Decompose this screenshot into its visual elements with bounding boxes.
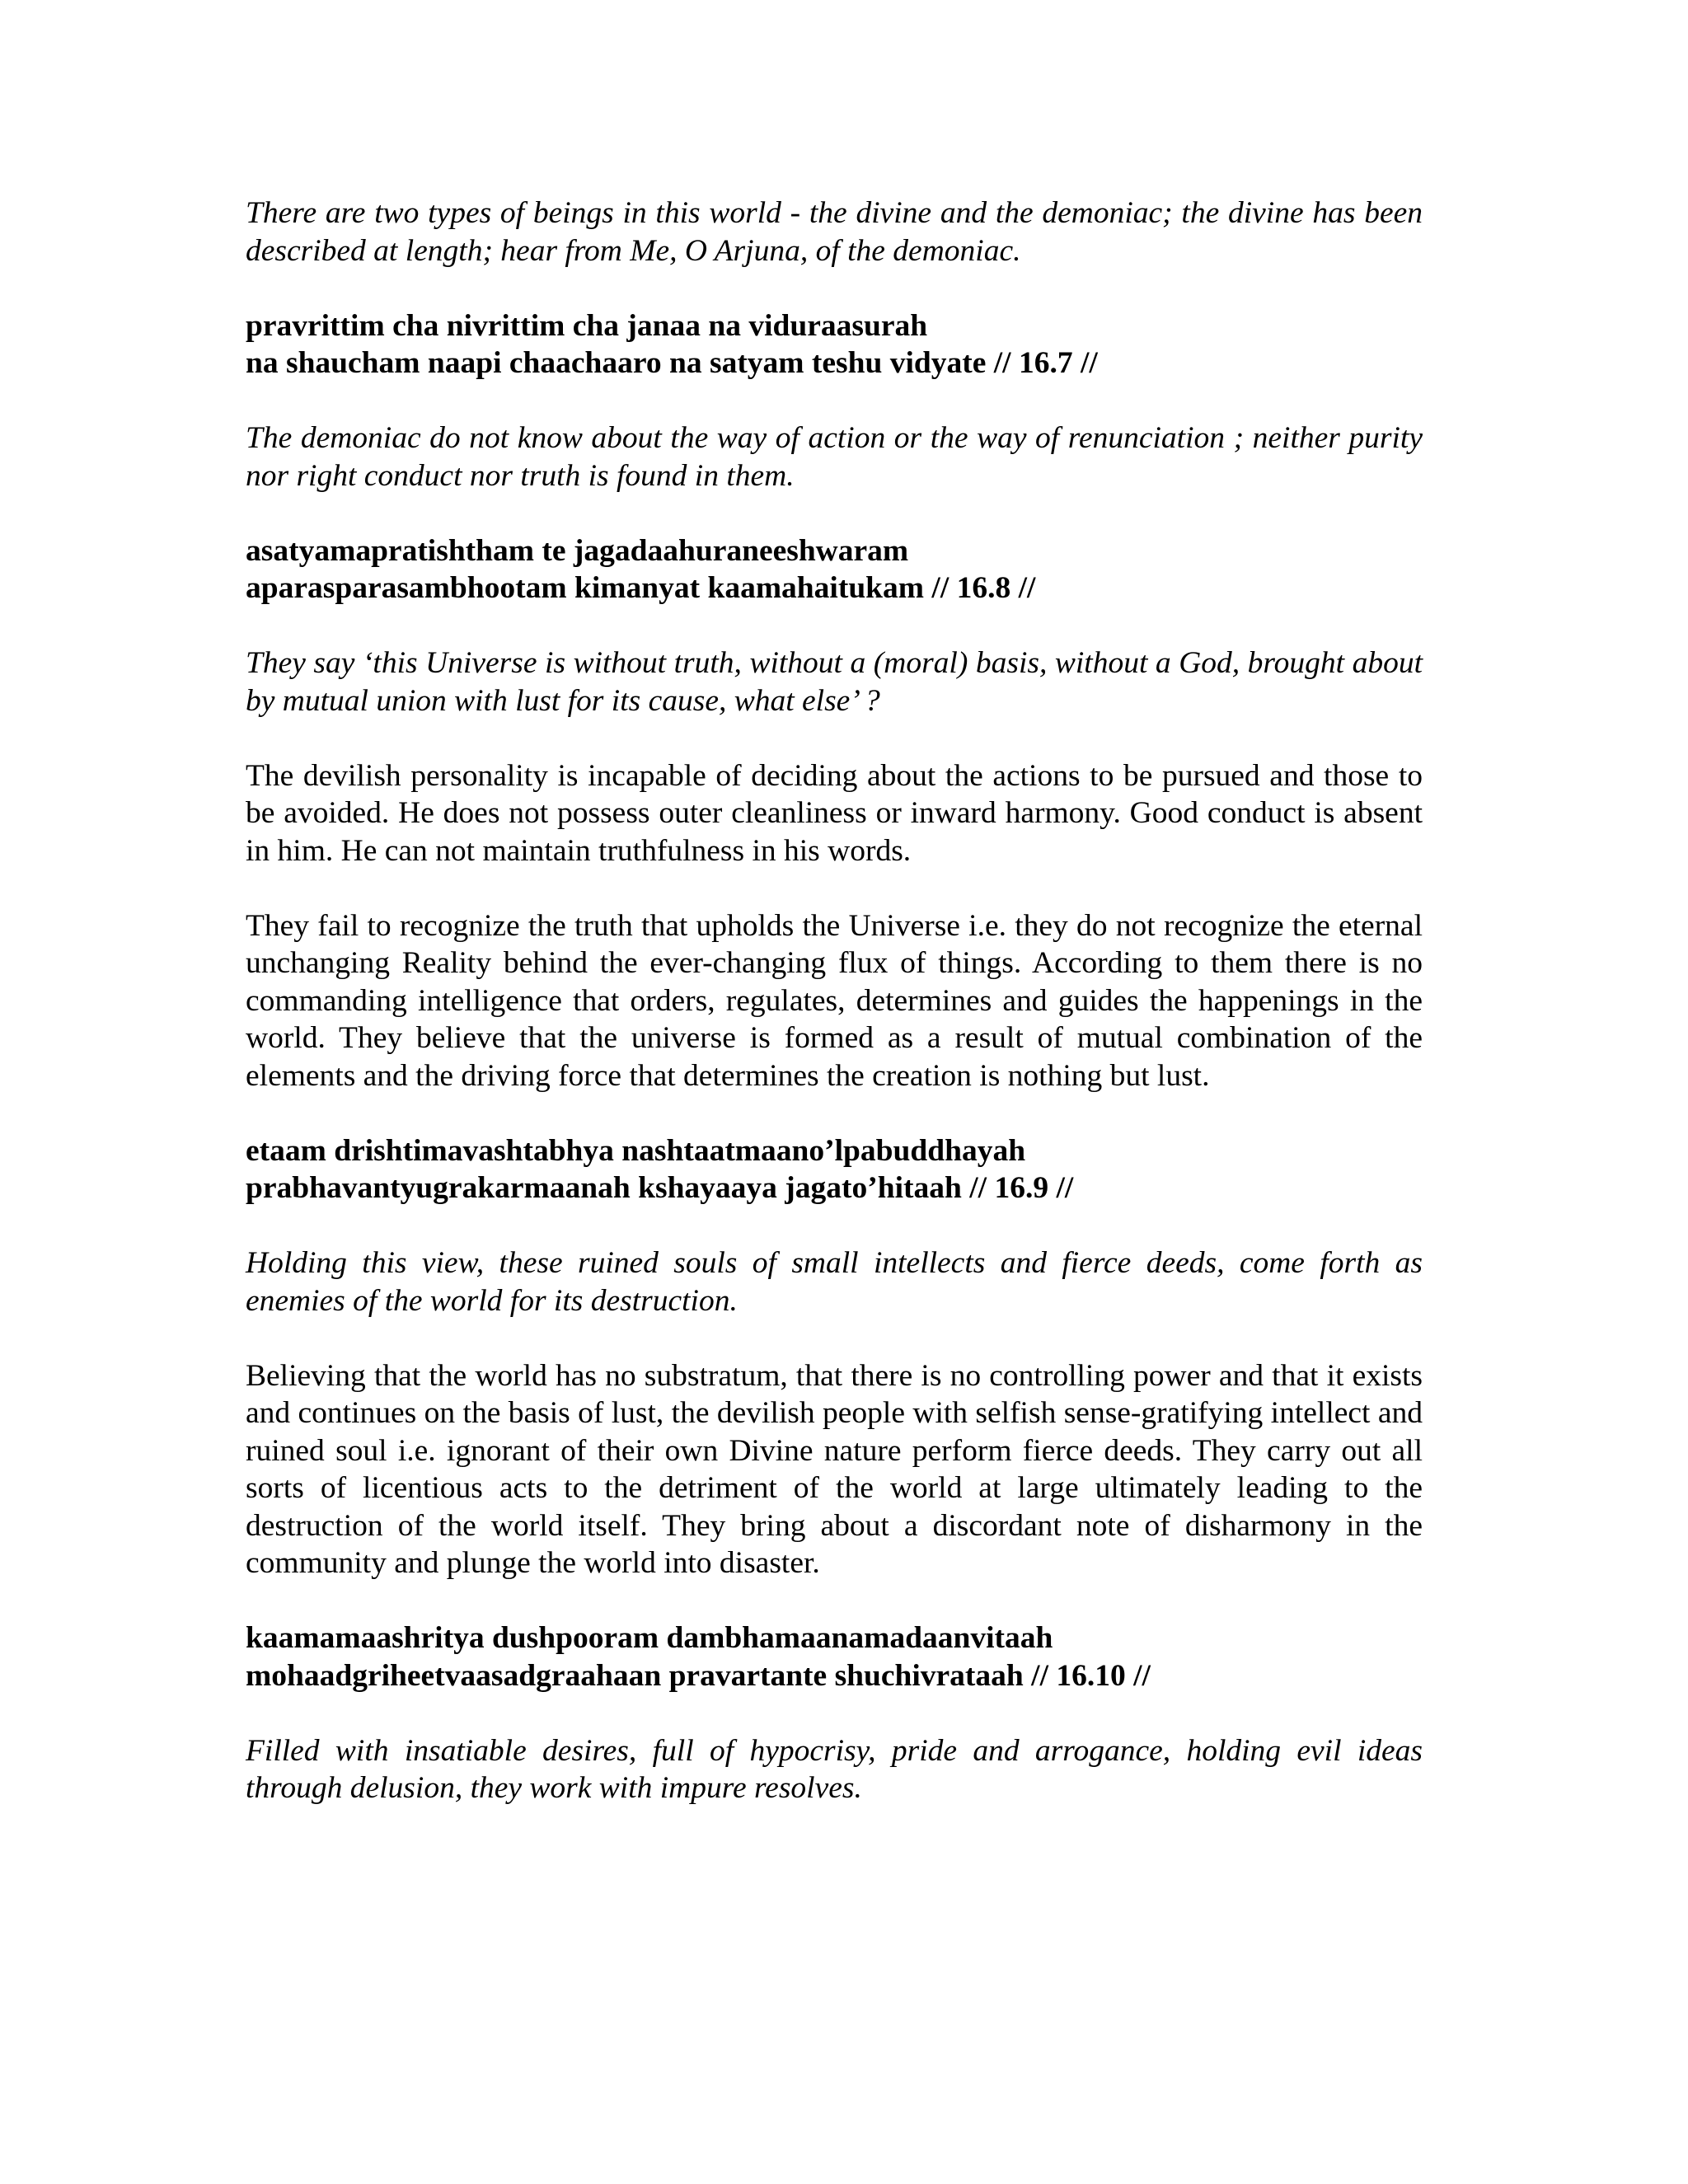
document-page	[246, 194, 1423, 1807]
translation-paragraph: The demoniac do not know about the way of action or the way of renunciation ; neither purity nor right conduct nor truth is found in them.	[246, 421, 1423, 493]
commentary-paragraph: Believing that the world has no substratum, that there is no controlling power and that it exists and continues on the basis of lust, the devilish people with selfish sense-gratifying intellect and ruined soul i.e. ignorant of their own Divine nature perform fierce deeds. They carry out all sorts of licentious acts to the detriment of the world at large ultimately leading to the destruction of the world itself. They bring about a discordant note of disharmony in the community and plunge the world into disaster.	[246, 1358, 1423, 1580]
verse-16-7	[246, 307, 1423, 382]
commentary-paragraph: The devilish personality is incapable of deciding about the actions to be pursued and those to be avoided. He does not possess outer cleanliness or inward harmony. Good conduct is absent in him. He can not maintain truthfulness in his words.	[246, 758, 1423, 868]
translation-paragraph: They say ‘this Universe is without truth, without a (moral) basis, without a God, brought about by mutual union with lust for its cause, what else’ ?	[246, 646, 1423, 718]
verse-line: prabhavantyugrakarmaanah kshayaaya jagato’hitaah // 16.9 //	[246, 1171, 1074, 1205]
verse-line: asatyamapratishtham te jagadaahuraneeshwaram	[246, 533, 909, 568]
verse-line: aparasparasambhootam kimanyat kaamahaitukam // 16.8 //	[246, 571, 1036, 605]
verse-line: na shaucham naapi chaachaaro na satyam teshu vidyate // 16.7 //	[246, 346, 1098, 380]
verse-16-8	[246, 532, 1423, 607]
verse-16-10	[246, 1619, 1423, 1694]
verse-line: mohaadgriheetvaasadgraahaan pravartante shuchivrataah // 16.10 //	[246, 1658, 1151, 1693]
verse-line: kaamamaashritya dushpooram dambhamaanamadaanvitaah	[246, 1621, 1053, 1655]
translation-paragraph: Filled with insatiable desires, full of hypocrisy, pride and arrogance, holding evil ideas through delusion, they work with impure resolves.	[246, 1733, 1423, 1805]
translation-paragraph: Holding this view, these ruined souls of small intellects and fierce deeds, come forth as enemies of the world for its destruction.	[246, 1246, 1423, 1318]
verse-line: etaam drishtimavashtabhya nashtaatmaano’lpabuddhayah	[246, 1133, 1026, 1168]
commentary-paragraph: They fail to recognize the truth that upholds the Universe i.e. they do not recognize the eternal unchanging Reality behind the ever-changing flux of things. According to them there is no commanding intelligence that orders, regulates, determines and guides the happenings in the world. They believe that the universe is formed as a result of mutual combination of the elements and the driving force that determines the creation is nothing but lust.	[246, 908, 1423, 1093]
verse-line: pravrittim cha nivrittim cha janaa na viduraasurah	[246, 308, 928, 343]
verse-16-9	[246, 1132, 1423, 1207]
translation-paragraph: There are two types of beings in this world - the divine and the demoniac; the divine has been described at length; hear from Me, O Arjuna, of the demoniac.	[246, 196, 1423, 268]
